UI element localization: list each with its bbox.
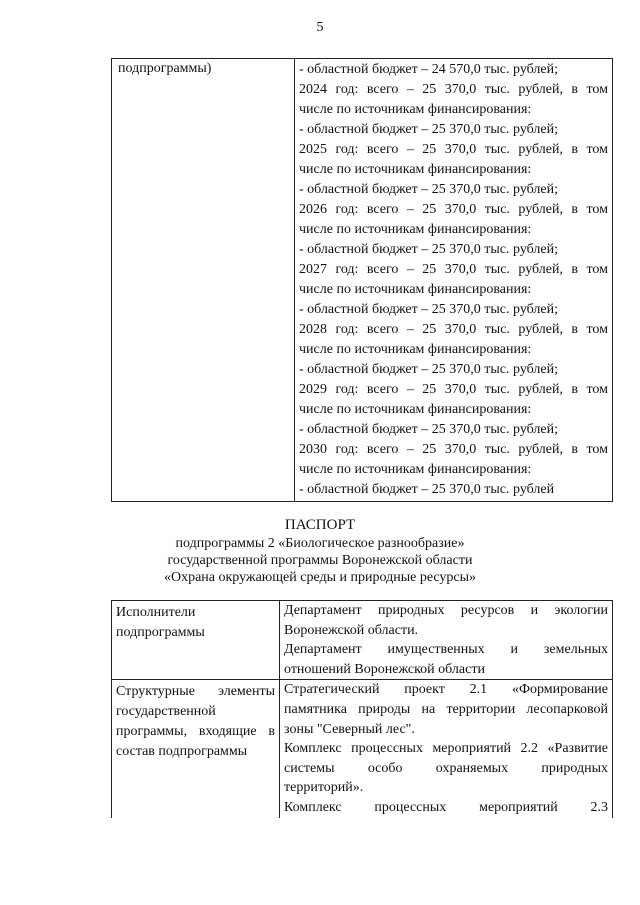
cell-line: - областной бюджет – 25 370,0 тыс. рублей; (299, 362, 558, 377)
cell-line: 2025 год: всего – 25 370,0 тыс. рублей, в том (299, 142, 608, 157)
cell-line: Департамент имущественных и земельных (284, 642, 608, 658)
cell-line: Стратегический проект 2.1 «Формирование (284, 682, 608, 698)
cell-line: подпрограммы (116, 625, 205, 640)
cell-line: 2030 год: всего – 25 370,0 тыс. рублей, в том (299, 442, 608, 457)
passport-title: ПАСПОРТ (284, 517, 356, 533)
cell-line: Департамент природных ресурсов и экологии (284, 603, 608, 618)
page-number: 5 (316, 20, 324, 35)
cell-line: 2028 год: всего – 25 370,0 тыс. рублей, в том (299, 322, 608, 337)
cell-line: системы особо охраняемых природных (284, 760, 608, 776)
cell-line: Исполнители (116, 605, 196, 620)
cell-line: программы, входящие в (116, 724, 275, 740)
cell-line: числе по источникам финансирования: (299, 462, 532, 477)
cell-line: - областной бюджет – 25 370,0 тыс. рублей (299, 482, 555, 497)
cell-line: - областной бюджет – 25 370,0 тыс. рублей; (299, 422, 558, 437)
cell-line: отношений Воронежской области (284, 661, 485, 677)
cell-line: - областной бюджет – 25 370,0 тыс. рублей; (299, 242, 558, 257)
cell-line: 2026 год: всего – 25 370,0 тыс. рублей, в том (299, 202, 608, 217)
cell-line: состав подпрограммы (116, 744, 248, 760)
cell-line: - областной бюджет – 24 570,0 тыс. рублей; (299, 62, 558, 77)
cell-line: - областной бюджет – 25 370,0 тыс. рублей; (299, 302, 558, 317)
passport-subtitle-line: подпрограммы 2 «Биологическое разнообразие» (175, 536, 465, 551)
table-row (112, 601, 613, 680)
passport-subtitle-line: «Охрана окружающей среды и природные ресурсы» (163, 570, 477, 585)
table-cell-value (280, 601, 613, 680)
cell-line: - областной бюджет – 25 370,0 тыс. рублей; (299, 122, 558, 137)
table-cell-label: подпрограммы) (112, 59, 295, 502)
cell-line: Воронежской области. (284, 622, 419, 638)
funding-table (111, 58, 613, 502)
cell-line: зоны "Северный лес". (284, 721, 415, 737)
cell-line: государственной (116, 704, 216, 720)
cell-line: Комплекс процессных мероприятий 2.2 «Развитие (284, 741, 608, 757)
cell-line: числе по источникам финансирования: (299, 342, 532, 357)
table-row (112, 680, 613, 818)
table-cell-label (112, 601, 280, 680)
cell-line: Структурные элементы (116, 684, 275, 700)
cell-line: числе по источникам финансирования: (299, 402, 532, 417)
passport-heading (0, 515, 640, 586)
passport-subtitle-line: государственной программы Воронежской области (167, 553, 473, 568)
passport-table (111, 600, 613, 818)
cell-line: 2029 год: всего – 25 370,0 тыс. рублей, в том (299, 382, 608, 397)
cell-line: территорий». (284, 780, 364, 796)
cell-line: - областной бюджет – 25 370,0 тыс. рублей; (299, 182, 558, 197)
cell-line: 2024 год: всего – 25 370,0 тыс. рублей, в том (299, 82, 608, 97)
table-cell-value (280, 680, 613, 818)
cell-line: 2027 год: всего – 25 370,0 тыс. рублей, в том (299, 262, 608, 277)
table-row (112, 59, 613, 502)
cell-line: числе по источникам финансирования: (299, 102, 532, 117)
cell-line: памятника природы на территории лесопарковой (284, 701, 608, 717)
cell-line: числе по источникам финансирования: (299, 222, 532, 237)
cell-line: Комплекс процессных мероприятий 2.3 (284, 799, 608, 815)
table-cell-label (112, 680, 280, 818)
cell-line: числе по источникам финансирования: (299, 282, 532, 297)
table-cell-value (295, 59, 613, 502)
cell-line: числе по источникам финансирования: (299, 162, 532, 177)
